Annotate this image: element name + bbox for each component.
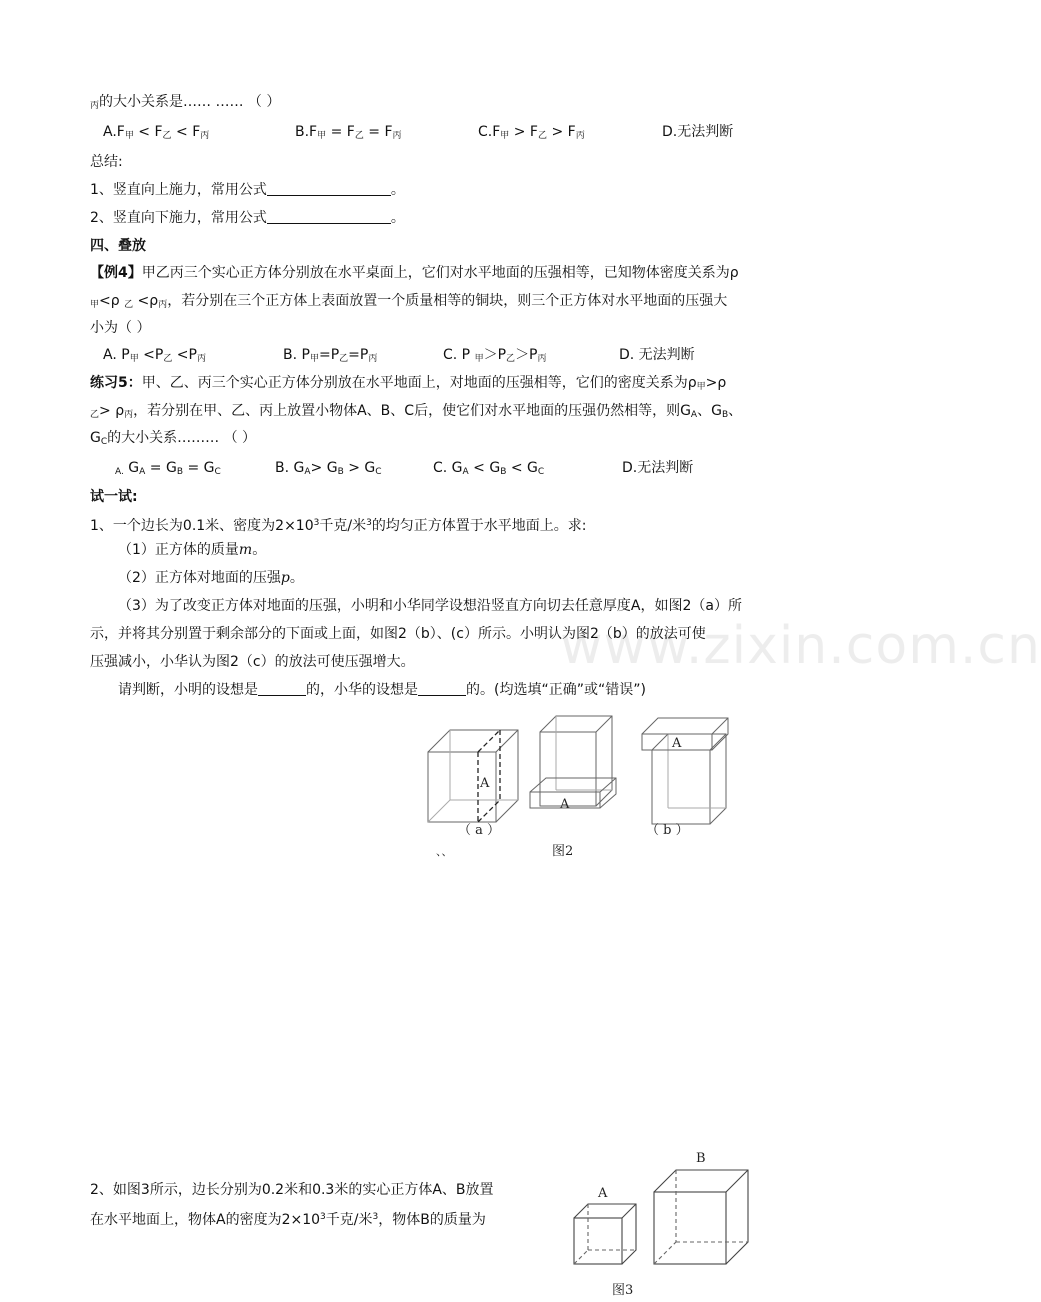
question-1-part-3-line-3: 压强减小，小华认为图2（c）的放法可使压强增大。: [90, 654, 415, 670]
summary-title: 总结:: [90, 154, 123, 170]
option-b: $B.F_甲 = F_乙 = F_丙$: [295, 124, 402, 141]
practice-5-option-d: D.无法判断: [622, 460, 694, 476]
question-1-part-1: （1）正方体的质量m。: [118, 542, 267, 558]
question-2-line-1: 2、如图3所示，边长分别为0.2米和0.3米的实心正方体A、B放置: [90, 1182, 494, 1198]
cube-a-label: A: [598, 1186, 608, 1201]
fig2-caption-a: （ a ）: [458, 823, 501, 838]
summary-item-2: 2、竖直向下施力，常用公式 。: [90, 210, 405, 226]
question-1-part-3-line-1: （3）为了改变正方体对地面的压强，小明和小华同学设想沿竖直方向切去任意厚度A，如图2（a）所: [118, 598, 742, 614]
practice-5-line-2: $_乙> \rho_丙$，若分别在甲、乙、丙上放置小物体A、B、C后，使它们对水平地面的压强仍然相等，则$G_A$、$G_B$、: [90, 403, 743, 420]
practice-5-option-a: $_{A.}$ $G_A = G_B = G_C$: [115, 460, 221, 477]
fig2-marks: 、、: [436, 845, 453, 858]
fig2b-label-a: A: [560, 797, 570, 812]
try-it-title: 试一试:: [90, 489, 138, 505]
practice-5-line-3: $G_C$的大小关系……… （ ）: [90, 430, 257, 447]
fig2b-box-front: [540, 732, 596, 806]
example-4-option-d: D. 无法判断: [619, 347, 695, 363]
example-4-option-b: B. $P_甲=P_乙=P_丙$: [283, 347, 378, 364]
practice-5-option-b: B. $G_A> G_B > G_C$: [275, 460, 382, 477]
question-1: 1、一个边长为0.1米、密度为$2\times 10^3$千克/米$^3$的均匀正方体置于水平地面上。求:: [90, 518, 587, 534]
practice-5-option-c: C. $G_A < G_B < G_C$: [433, 460, 545, 477]
practice-5-line-1: 练习5：甲、乙、丙三个实心正方体分别放在水平地面上，对地面的压强相等，它们的密度关系为$\rho_甲>\rho$: [90, 375, 727, 392]
question-1-part-2: （2）正方体对地面的压强p。: [118, 570, 304, 586]
example-4-option-c: C. P $_甲>P_乙>P_丙$: [443, 347, 547, 364]
cube-b-label: B: [696, 1151, 706, 1166]
option-a: $A.F_甲 < F_乙 < F_丙$: [103, 124, 210, 141]
fig2a-label-a: A: [480, 776, 490, 791]
section-title: 四、叠放: [90, 238, 146, 254]
question-continuation: $_丙$的大小关系是…… …… （ ）: [90, 94, 281, 111]
question-2-line-2: 在水平地面上，物体A的密度为$2\times 10^3$千克/米$^3$，物体B的质量为: [90, 1212, 486, 1228]
watermark: www.zixin.com.cn: [560, 616, 1041, 676]
fig2c-box-front: [652, 750, 710, 824]
option-d: D.无法判断: [662, 124, 734, 140]
fig2c-label-a: A: [672, 736, 682, 751]
figure-3: [566, 1148, 766, 1300]
summary-item-1: 1、竖直向上施力，常用公式 。: [90, 182, 405, 198]
fig3-title: 图3: [612, 1283, 634, 1298]
example-4-line-2: $_甲$<ρ $_乙 <\rho_丙$，若分别在三个正方体上表面放置一个质量相等的铜块，则三个正方体对水平地面的压强大: [90, 293, 728, 310]
figure-2: [420, 710, 740, 860]
fig2-title: 图2: [552, 844, 574, 859]
example-4-option-a: A. $P_甲 <P_乙 <P_丙$: [103, 347, 206, 364]
question-1-judge: 请判断，小明的设想是 的，小华的设想是 的。(均选填“正确”或“错误”): [118, 682, 646, 698]
question-1-part-3-line-2: 示，并将其分别置于剩余部分的下面或上面，如图2（b）、(c）所示。小明认为图2（b）的放法可使: [90, 626, 706, 642]
example-4-line-3: 小为（ ）: [90, 320, 151, 336]
fig2-caption-b: （ b ）: [646, 823, 689, 838]
option-c: $C.F_甲 > F_乙 > F_丙$: [478, 124, 585, 141]
example-4-line-1: 【例4】甲乙丙三个实心正方体分别放在水平桌面上，它们对水平地面的压强相等，已知物体密度关系为ρ: [90, 265, 739, 281]
